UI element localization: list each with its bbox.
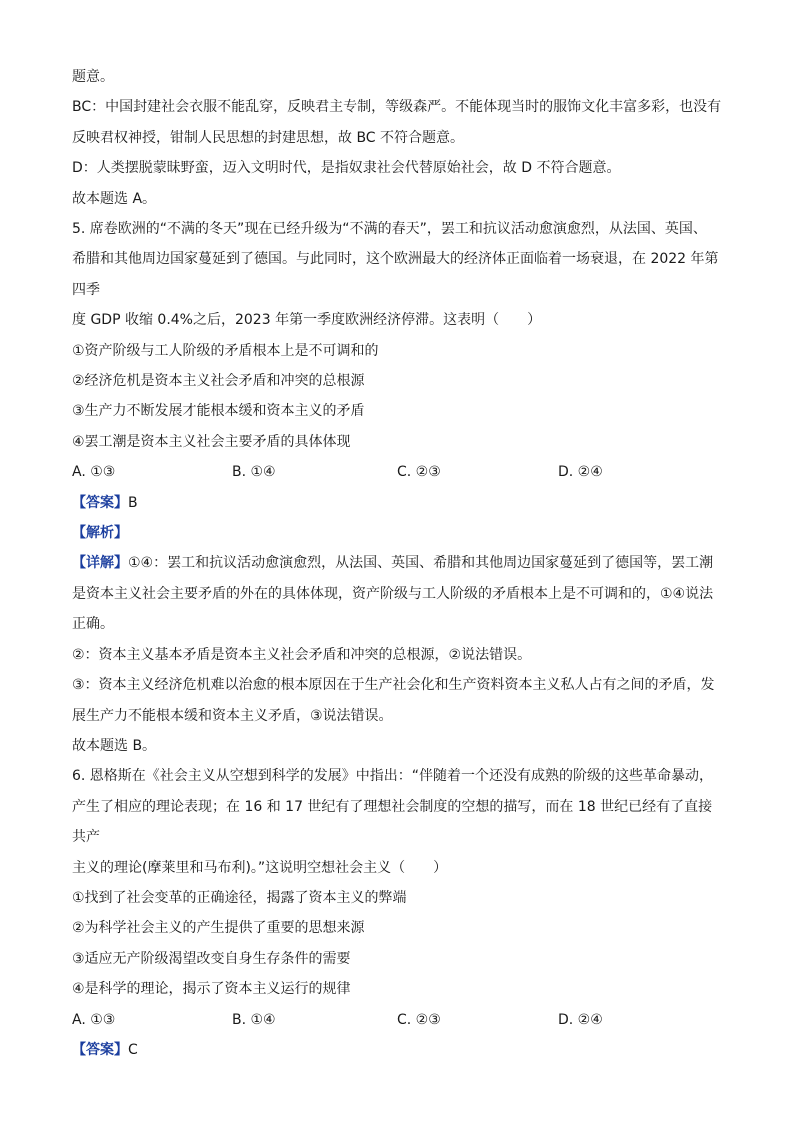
answer-tag: 【答案】 — [72, 1041, 128, 1058]
detail-text: ①④：罢工和抗议活动愈演愈烈，从法国、英国、希腊和其他周边国家蔓延到了德国等，罢工潮 — [128, 555, 714, 572]
answer-tag: 【答案】 — [72, 494, 128, 511]
text-line: BC：中国封建社会衣服不能乱穿，反映君主专制，等级森严。不能体现当时的服饰文化丰富多彩，也没有 — [72, 99, 722, 116]
detail-tag: 【详解】 — [72, 555, 128, 572]
answer-line — [72, 488, 722, 518]
option-b: B. ①④ — [232, 1011, 276, 1028]
question-6-statement: ②为科学社会主义的产生提供了重要的思想来源 — [72, 920, 365, 937]
question-5-stem: 度 GDP 收缩 0.4%之后，2023 年第一季度欧洲经济停滞。这表明（ ） — [72, 312, 542, 329]
document-body — [72, 62, 722, 1065]
text-line: 展生产力不能根本缓和资本主义矛盾，③说法错误。 — [72, 707, 393, 724]
question-6-options — [72, 1005, 722, 1035]
answer-value: B — [128, 494, 138, 511]
analysis-tag: 【解析】 — [72, 525, 128, 542]
analysis-line — [72, 518, 722, 548]
question-5-statement: ③生产力不断发展才能根本缓和资本主义的矛盾 — [72, 403, 365, 420]
question-5-stem: 5. 席卷欧洲的“不满的冬天”现在已经升级为“不满的春天”，罢工和抗议活动愈演愈烈，从法国、英国、 — [72, 221, 707, 238]
question-6-stem: 产生了相应的理论表现；在 16 和 17 世纪有了理想社会制度的空想的描写，而在 18 世纪已经有了直接共产 — [72, 798, 713, 846]
question-6-statement: ①找到了社会变革的正确途径，揭露了资本主义的弊端 — [72, 889, 407, 906]
question-5-statement: ④罢工潮是资本主义社会主要矛盾的具体体现 — [72, 433, 351, 450]
detail-line — [72, 548, 722, 578]
text-line: ②：资本主义基本矛盾是资本主义社会矛盾和冲突的总根源，②说法错误。 — [72, 646, 532, 663]
text-line: D：人类摆脱蒙昧野蛮，迈入文明时代，是指奴隶社会代替原始社会，故 D 不符合题意。 — [72, 160, 621, 177]
option-d: D. ②④ — [558, 1011, 603, 1028]
option-d: D. ②④ — [558, 464, 603, 481]
text-line: 反映君权神授，钳制人民思想的封建思想，故 BC 不符合题意。 — [72, 129, 465, 146]
question-5-stem: 希腊和其他周边国家蔓延到了德国。与此同时，这个欧洲最大的经济体正面临着一场衰退，在 2022 年第四季 — [72, 251, 719, 298]
option-a: A. ①③ — [72, 464, 116, 481]
question-5-options — [72, 457, 722, 487]
question-6-stem: 6. 恩格斯在《社会主义从空想到科学的发展》中指出：“伴随着一个还没有成熟的阶级的这些革命暴动， — [72, 768, 714, 785]
text-line: 是资本主义社会主要矛盾的外在的具体体现，资产阶级与工人阶级的矛盾根本上是不可调和的，①④说法 — [72, 585, 714, 602]
answer-value: C — [128, 1041, 138, 1058]
option-a: A. ①③ — [72, 1011, 116, 1028]
question-6-stem: 主义的理论(摩莱里和马布利)。”这说明空想社会主义（ ） — [72, 859, 448, 876]
option-b: B. ①④ — [232, 464, 276, 481]
answer-line — [72, 1035, 722, 1065]
text-line: 故本题选 B。 — [72, 737, 157, 754]
question-6-statement: ③适应无产阶级渴望改变自身生存条件的需要 — [72, 950, 351, 967]
text-line: 题意。 — [72, 69, 114, 85]
option-c: C. ②③ — [397, 1011, 441, 1028]
option-c: C. ②③ — [397, 464, 441, 481]
text-line: 正确。 — [72, 616, 114, 633]
question-5-statement: ①资产阶级与工人阶级的矛盾根本上是不可调和的 — [72, 342, 379, 359]
text-line: 故本题选 A。 — [72, 190, 157, 207]
question-5-statement: ②经济危机是资本主义社会矛盾和冲突的总根源 — [72, 373, 365, 390]
text-line: ③：资本主义经济危机难以治愈的根本原因在于生产社会化和生产资料资本主义私人占有之间的矛盾，发 — [72, 677, 715, 694]
question-6-statement: ④是科学的理论，揭示了资本主义运行的规律 — [72, 981, 351, 998]
